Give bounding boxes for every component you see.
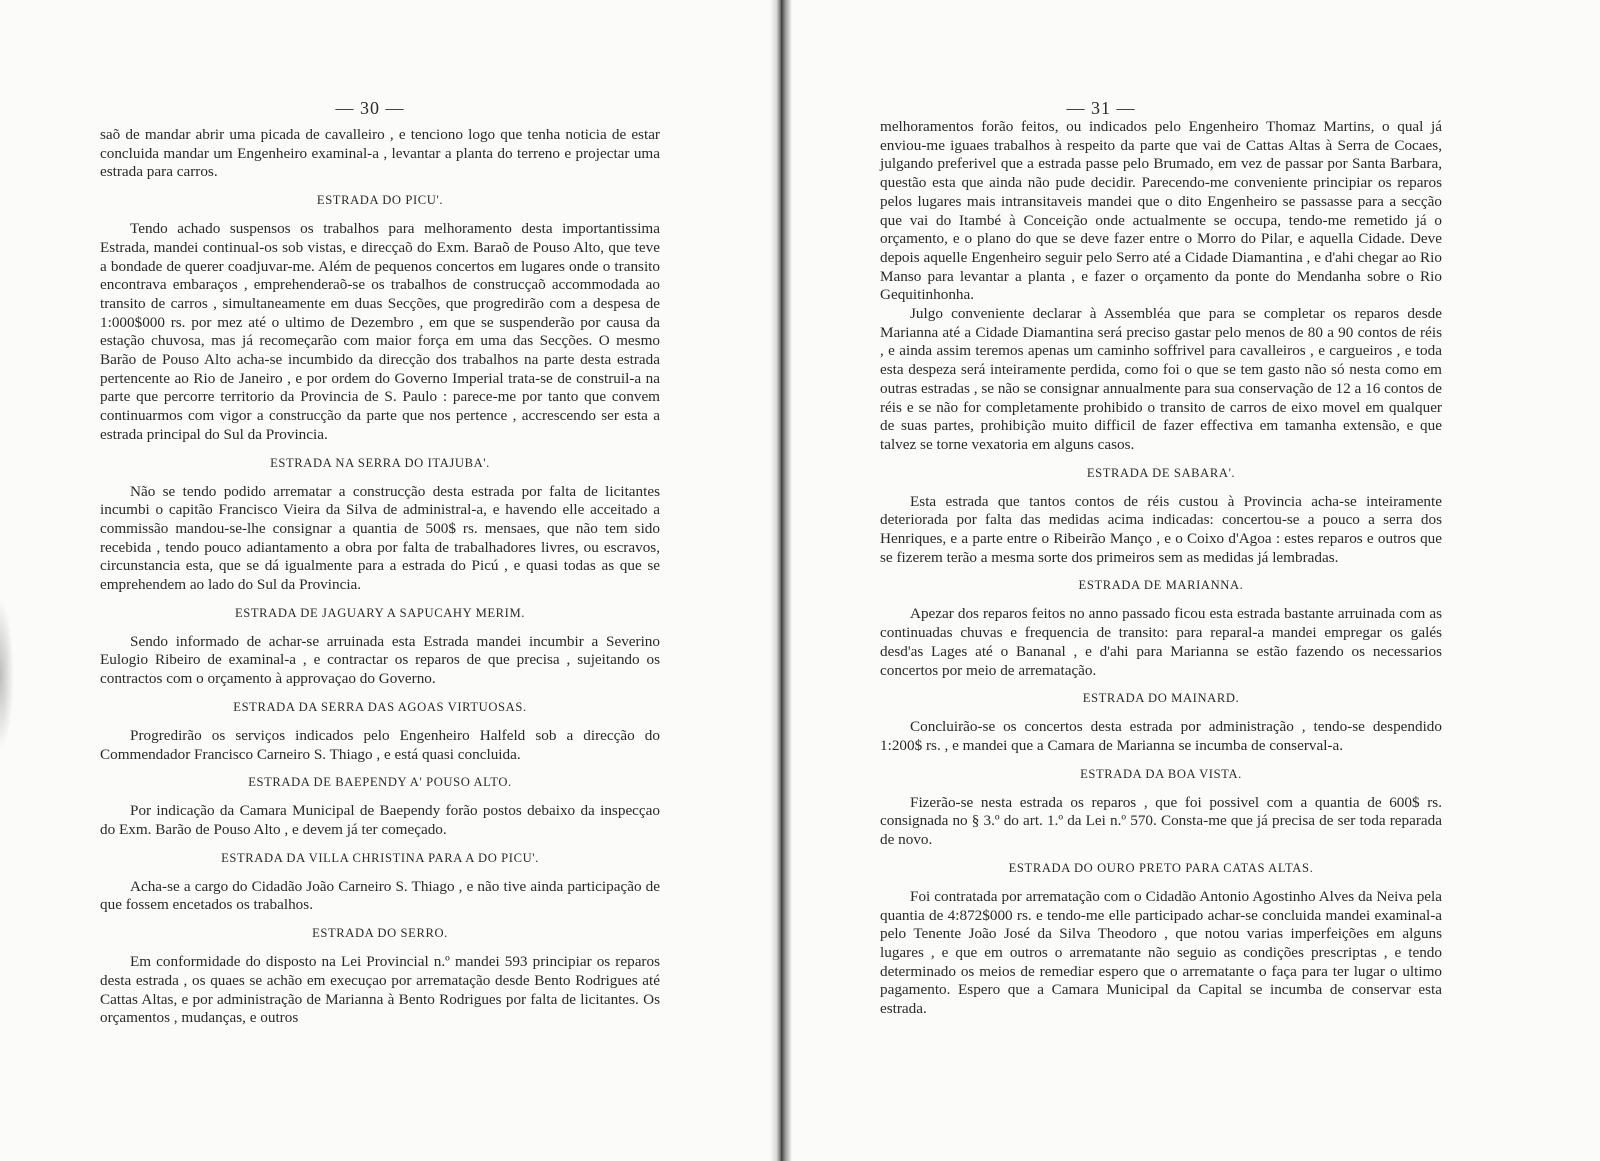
paragraph: Julgo conveniente declarar à Assembléa que para se completar os reparos desde Marianna até a Cidade Diamantina será preciso gastar pelo menos de 80 a 90 contos de réis , e ainda assim teremos apenas um caminho soffrivel para cavalleiros , e cargueiros , e toda esta despeza será inteiramente perdida, como foi o que se tem gasto não só nesta como em outras estradas , se não se consignar annualmente para sua conservação de 12 a 16 contos de réis e se não for completamente prohibido o transito de carros de eixo movel em qualquer de suas partes, prohibição muito difficil de fazer effectiva em tamanha extensão, e que talvez se torne vexatoria em alguns casos. [880,305,1442,453]
section-heading: ESTRADA DA SERRA DAS AGOAS VIRTUOSAS. [233,699,527,714]
section-heading: ESTRADA DE SABARA'. [1086,465,1236,480]
section-heading: ESTRADA DO SERRO. [312,926,448,941]
paragraph: saõ de mandar abrir uma picada de cavalleiro , e tenciono logo que tenha noticia de estar concluida mandar um Engenheiro examinal-a , levantar a planta do terreno e projectar uma estrada para carros. [100,126,660,181]
section-heading: ESTRADA DO OURO PRETO PARA CATAS ALTAS. [1008,860,1314,875]
section-heading: ESTRADA DA VILLA CHRISTINA PARA A DO PICU'. [221,850,539,865]
section-heading: ESTRADA DA BOA VISTA. [1080,766,1242,781]
paragraph: Em conformidade do disposto na Lei Provincial n.º mandei 593 principiar os reparos desta estrada , os quaes se achão em execuçao por arrematação desde Bento Rodrigues até Cattas Altas, e por administração de Marianna à Bento Rodrigues por falta de licitantes. Os orçamentos , mudanças, e outros [100,953,660,1027]
paragraph: Fizerão-se nesta estrada os reparos , que foi possivel com a quantia de 600$ rs. consignada no § 3.º do art. 1.º da Lei n.º 570. Consta-me que já precisa de ser toda reparada de novo. [880,793,1442,849]
page-number: — 31 — [1066,98,1136,118]
paragraph: Não se tendo podido arrematar a construcção desta estrada por falta de licitantes incumbi o capitão Francisco Vieira da Silva de administral-a, e havendo elle acceitado a commissão mandou-se-lhe consignar a quantia de 500$ rs. mensaes, que não tem sido recebida , tendo pouco adiantamento a obra por falta de trabalhadores livres, ou escravos, circunstancia esta, que se dá igualmente para a estrada do Picú , e quasi todas as que se emprehendem ao lado do Sul da Provincia. [100,482,660,594]
paragraph: melhoramentos forão feitos, ou indicados pelo Engenheiro Thomaz Martins, o qual já enviou-me iguaes trabalhos à respeito da parte que vai de Cattas Altas à Serra de Cocaes, julgando preferivel que a estrada passe pelo Brumado, em vez de passar por Santa Barbara, questão esta que ainda não pude decidir. Parecendo-me conveniente principiar os reparos pelos lugares mais intransitaveis mandei que o dito Engenheiro se passasse para a secção que vai do Itambé à Conceição onde actualmente se occupa, tendo-me remetido já o orçamento, e o plano do que se deve fazer entre o Morro do Pilar, e aquella Cidade. Deve depois aquelle Engenheiro seguir pelo Serro até a Cidade Diamantina , e d'ahi chegar ao Rio Manso para levantar a planta , e fazer o orçamento da ponte do Mendanha sobre o Rio Gequitinhonha. [880,118,1442,304]
section-heading: ESTRADA DO PICU'. [316,193,444,208]
left-page [100,0,660,1161]
right-page [880,0,1442,1161]
section-heading: ESTRADA DE MARIANNA. [1078,578,1244,593]
paragraph: Concluirão-se os concertos desta estrada por administração , tendo-se despendido 1:200$ rs. , e mandei que a Camara de Marianna se incumba de conserval-a. [880,718,1442,754]
paragraph: Esta estrada que tantos contos de réis custou à Provincia acha-se inteiramente deteriorada por falta das medidas acima indicadas: concertou-se a pouco a serra dos Henriques, e a parte entre o Ribeirão Manço , e o Coixo d'Agoa : estes reparos e outros que se fizerem terão a mesma sorte dos primeiros sem as medidas já lembradas. [880,492,1442,566]
paragraph: Apezar dos reparos feitos no anno passado ficou esta estrada bastante arruinada com as continuadas chuvas e frequencia de transito: para reparal-a mandei empregar os galés desd'as Lages até o Bananal , e d'ahi para Marianna se estão fazendo os necessarios concertos por meio de arrematação. [880,605,1442,679]
paragraph: Por indicação da Camara Municipal de Baependy forão postos debaixo da inspecçao do Exm. Barão de Pouso Alto , e devem já ter começado. [100,802,660,838]
page-body [880,118,1442,1019]
page-number: — 30 — [335,98,405,118]
page-edge-shadow [0,600,14,750]
paragraph: Tendo achado suspensos os trabalhos para melhoramento desta importantissima Estrada, mandei continual-os sob vistas, e direcçaõ do Exm. Baraõ de Pouso Alto, que teve a bondade de querer coadjuvar-me. Além de pequenos concertos em lugares onde o transito encontrava embaraços , emprehenderaõ-se os trabalhos de construcçaõ accommodada ao transito de carros , simultaneamente em duas Secções, que progredirão com a despesa de 1:000$000 rs. por mez até o ultimo de Dezembro , em que se suspenderão por causa da estação chuvosa, mas já recomeçarão com maior força em uma das Secções. O mesmo Barão de Pouso Alto acha-se incumbido da direcção dos trabalhos na parte desta estrada pertencente ao Rio de Janeiro , e por ordem do Governo Imperial trata-se de construil-a na parte que percorre territorio da Provincia de S. Paulo : parece-me por tanto que convem continuarmos com vigor a construcção da parte que nos pertence , accrescendo ser esta a estrada principal do Sul da Provincia. [100,220,660,443]
paragraph: Progredirão os serviços indicados pelo Engenheiro Halfeld sob a direcção do Commendador Francisco Carneiro S. Thiago , e está quasi concluida. [100,726,660,763]
section-heading: ESTRADA DO MAINARD. [1082,691,1240,706]
paragraph: Sendo informado de achar-se arruinada esta Estrada mandei incumbir a Severino Eulogio Ribeiro de examinal-a , e contractar os reparos de que precisa , sujeitando os contractos com o orçamento à approvaçao do Governo. [100,632,660,688]
paragraph: Foi contratada por arrematação com o Cidadão Antonio Agostinho Alves da Neiva pela quantia de 4:872$000 rs. e tendo-me elle participado achar-se concluida mandei examinal-a pelo Tenente João José da Silva Theodoro , que notou varias imperfeições em alguns lugares , e que em outros o arrematante não seguio as condições prescriptas , e tendo determinado os meios de remediar espero que o arrematante o faça para ter lugar o ultimo pagamento. Espero que a Camara Municipal da Capital se incumba de conservar esta estrada. [880,887,1442,1018]
book-gutter [770,0,792,1161]
page-body [100,126,660,1028]
section-heading: ESTRADA NA SERRA DO ITAJUBA'. [270,455,490,470]
paragraph: Acha-se a cargo do Cidadão João Carneiro S. Thiago , e não tive ainda participação de que fossem encetados os trabalhos. [100,877,660,914]
section-heading: ESTRADA DE BAEPENDY A' POUSO ALTO. [248,775,512,790]
section-heading: ESTRADA DE JAGUARY A SAPUCAHY MERIM. [234,605,526,620]
